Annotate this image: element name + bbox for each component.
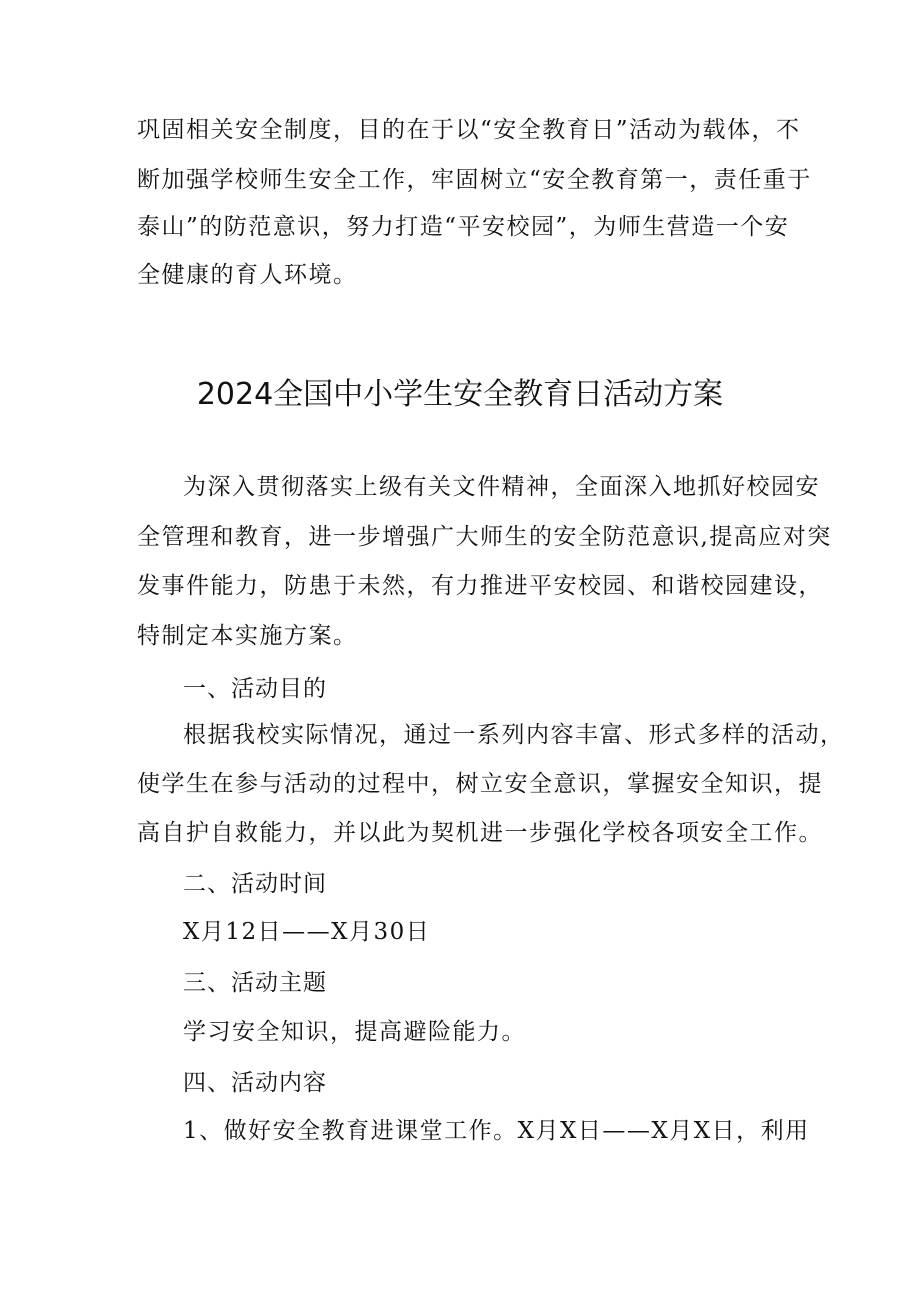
preamble-line-3: 发事件能力，防患于未然，有力推进平安校园、和谐校园建设， xyxy=(137,573,823,599)
section-heading-theme: 三、活动主题 xyxy=(183,970,327,996)
purpose-line-3: 高自护自救能力，并以此为契机进一步强化学校各项安全工作。 xyxy=(137,820,823,846)
preamble-line-4: 特制定本实施方案。 xyxy=(137,623,358,649)
document-title: 2024全国中小学生安全教育日活动方案 xyxy=(196,377,724,412)
section-heading-content: 四、活动内容 xyxy=(183,1070,327,1096)
intro-line-1: 巩固相关安全制度，目的在于以“安全教育日”活动为载体，不 xyxy=(137,117,801,143)
purpose-line-1: 根据我校实际情况，通过一系列内容丰富、形式多样的活动， xyxy=(183,722,845,748)
time-line-1: X月12日——X月30日 xyxy=(183,919,431,945)
preamble-line-1: 为深入贯彻落实上级有关文件精神，全面深入地抓好校园安 xyxy=(183,474,820,500)
intro-line-4: 全健康的育人环境。 xyxy=(137,262,358,288)
content-line-1: 1、做好安全教育进课堂工作。X月X日——X月X日，利用 xyxy=(183,1118,810,1144)
purpose-line-2: 使学生在参与活动的过程中，树立安全意识，掌握安全知识，提 xyxy=(137,771,823,797)
intro-line-3: 泰山”的防范意识，努力打造“平安校园”，为师生营造一个安 xyxy=(137,214,790,240)
theme-line-1: 学习安全知识，提高避险能力。 xyxy=(183,1019,526,1045)
intro-line-2: 断加强学校师生安全工作，牢固树立“安全教育第一，责任重于 xyxy=(137,167,812,193)
preamble-line-2: 全管理和教育，进一步增强广大师生的安全防范意识,提高应对突 xyxy=(137,524,832,550)
section-heading-purpose: 一、活动目的 xyxy=(183,676,327,702)
section-heading-time: 二、活动时间 xyxy=(183,871,327,897)
